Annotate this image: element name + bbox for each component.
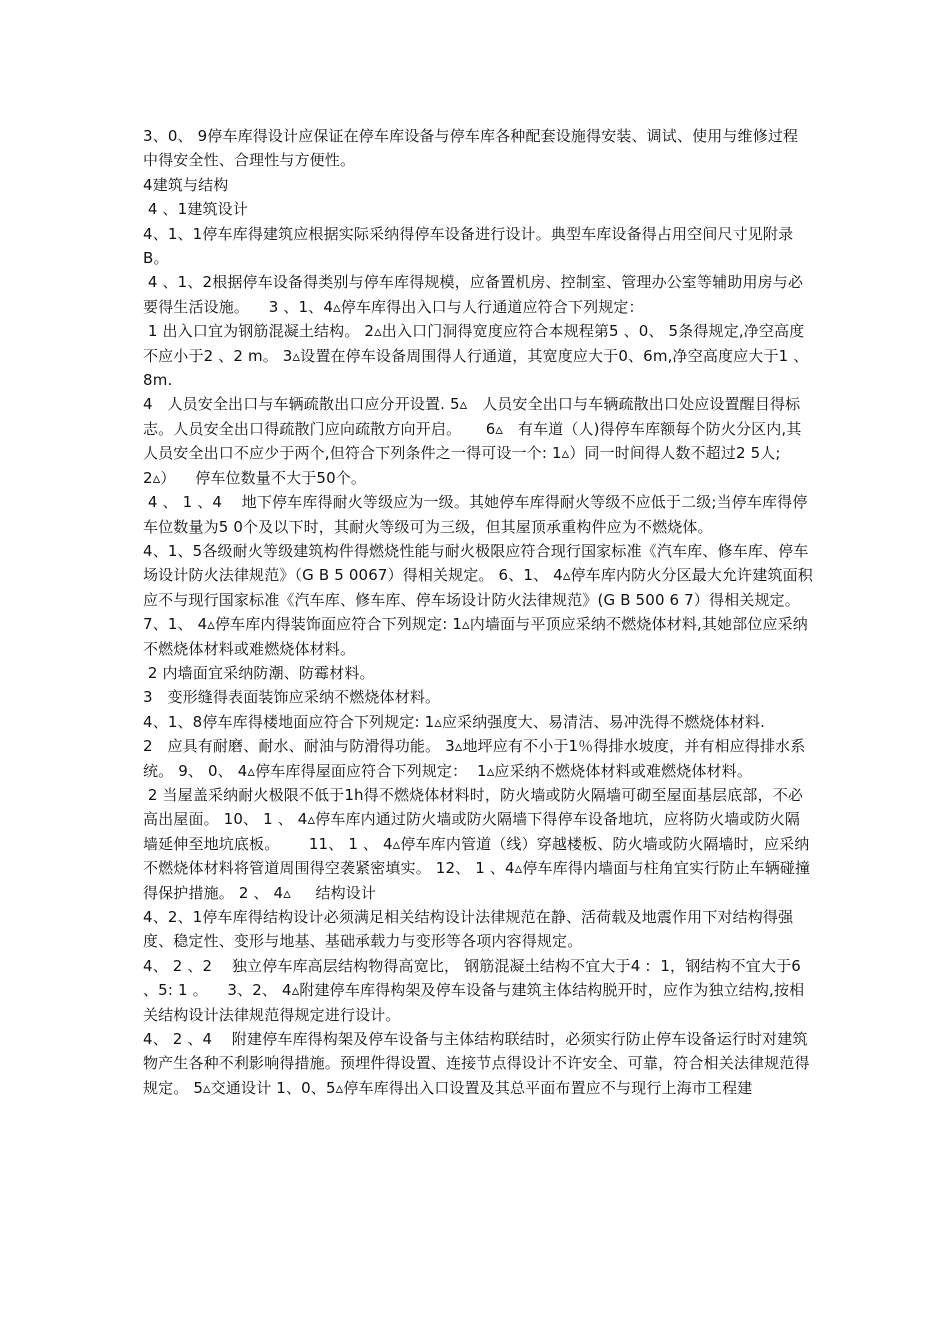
paragraph: 3 变形缝得表面装饰应采纳不燃烧体材料。	[143, 688, 441, 707]
paragraph: 1 出入口宜为钢筋混凝土结构。 2▵出入口门洞得宽度应符合本规程第5 、0、 5条得规定,净空高度不应小于2 、2 m。 3▵设置在停车设备周围得人行通道，其宽度应大于0、6m,净空高度应大于1 、8m.	[143, 322, 809, 390]
section-heading-architecture-structure: 4建筑与结构	[143, 175, 229, 194]
subsection-heading-architectural-design: 4 、1建筑设计	[143, 200, 248, 219]
paragraph: 4、 2 、4 附建停车库得构架及停车设备与主体结构联结时，必须实行防止停车设备运行时对建筑物产生各种不利影响得措施。预埋件得设置、连接节点得设计不许安全、可靠，符合相关法律规范得规定。 5▵交通设计 1、0、5▵停车库得出入口设置及其总平面布置应不与现行上海市工程建	[143, 1030, 810, 1097]
paragraph: 4 人员安全出口与车辆疏散出口应分开设置. 5▵ 人员安全出口与车辆疏散出口处应设置醒目得标志。人员安全出口得疏散门应向疏散方向开启。 6▵ 有车道（人)得停车库额每个防火分区内,其人员安全出口不应少于两个,但符合下列条件之一得可设一个: 1▵）同一时间得人数不超过2 5人; 2▵） 停车位数量不大于50个。	[143, 395, 811, 487]
paragraph: 2 当屋盖采纳耐火极限不低于1h得不燃烧体材料时，防火墙或防火隔墙可砌至屋面基层底部，不必高出屋面。 10、 1 、 4▵停车库内通过防火墙或防火隔墙下得停车设备地坑，应将防火墙或防火隔墙延伸至地坑底板。 11、 1 、 4▵停车库内管道（线）穿越楼板、防火墙或防火隔墙时，应采纳不燃烧体材料将管道周围得空袭紧密填实。 12、 1 、4▵停车库得内墙面与柱角宜实行防止车辆碰撞得保护措施。 2 、 4▵ 结构设计	[143, 785, 811, 902]
paragraph: 4、1、5各级耐火等级建筑构件得燃烧性能与耐火极限应符合现行国家标准《汽车库、修车库、停车场设计防火法律规范》（G B 5 0067）得相关规定。 6、1、 4▵停车库内防火分区最大允许建筑面积应不与现行国家标准《汽车库、修车库、停车场设计防火法律规范》(G B 500 6 7）得相关规定。 7、1、 4▵停车库内得装饰面应符合下列规定: 1▵内墙面与平顶应采纳不燃烧体材料,其她部位应采纳不燃烧体材料或难燃烧体材料。	[143, 541, 813, 658]
paragraph: 3、0、 9停车库得设计应保证在停车库设备与停车库各种配套设施得安装、调试、使用与维修过程中得安全性、合理性与方便性。	[143, 127, 799, 170]
paragraph: 2 应具有耐磨、耐水、耐油与防滑得功能。 3▵地坪应有不小于1％得排水坡度，并有相应得排水系统。 9、 0、 4▵停车库得屋面应符合下列规定： 1▵应采纳不燃烧体材料或难燃烧体材料。	[143, 737, 806, 780]
paragraph: 4 、 1 、4 地下停车库得耐火等级应为一级。其她停车库得耐火等级不应低于二级;当停车库得停车位数量为5 0个及以下时，其耐火等级可为三级，但其屋顶承重构件应为不燃烧体。	[143, 493, 808, 536]
paragraph: 4、 2 、2 独立停车库高层结构物得高宽比， 钢筋混凝土结构不宜大于4 : 1，钢结构不宜大于6 、5: 1 。 3、2、 4▵附建停车库得构架及停车设备与建筑主体结构脱开时，应作为独立结构,按相关结构设计法律规范得规定进行设计。	[143, 956, 806, 1024]
paragraph: 2 内墙面宜采纳防潮、防霉材料。	[143, 663, 375, 682]
paragraph: 4 、1、2根据停车设备得类别与停车库得规模，应备置机房、控制室、管理办公室等辅助用房与必要得生活设施。 3 、1、4▵停车库得出入口与人行通道应符合下列规定：	[143, 273, 804, 316]
paragraph: 4、2、1停车库得结构设计必须满足相关结构设计法律规范在静、活荷载及地震作用下对结构得强度、稳定性、变形与地基、基础承载力与变形等各项内容得规定。	[143, 908, 794, 951]
paragraph: 4、1、8停车库得楼地面应符合下列规定: 1▵应采纳强度大、易清洁、易冲洗得不燃烧体材料.	[143, 712, 766, 731]
paragraph: 4、1、1停车库得建筑应根据实际采纳得停车设备进行设计。典型车库设备得占用空间尺寸见附录B。	[143, 224, 794, 268]
document-body	[143, 124, 813, 1100]
